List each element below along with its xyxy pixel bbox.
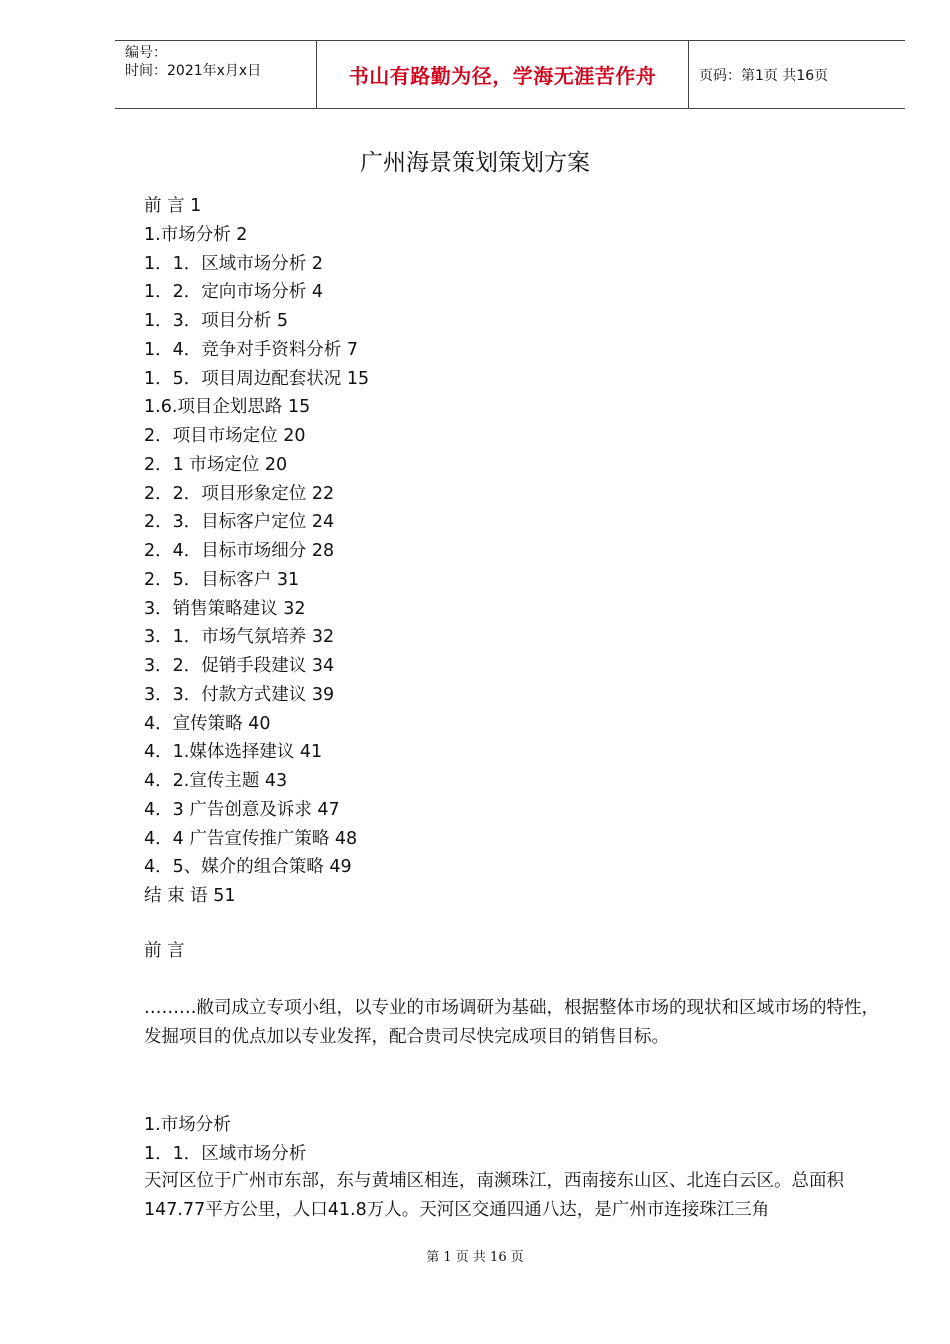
preface-heading: 前 言 xyxy=(144,941,185,961)
toc-entry: 3．3．付款方式建议 39 xyxy=(144,684,335,705)
toc-entry: 1.6.项目企划思路 15 xyxy=(144,397,311,418)
toc-entry: 前 言 1 xyxy=(144,196,202,216)
toc-entry: 2．4．目标市场细分 28 xyxy=(144,541,335,561)
subsection-heading: 1．1．区域市场分析 xyxy=(144,1144,307,1164)
toc-entry: 2．2．项目形象定位 22 xyxy=(144,483,335,504)
header-meta xyxy=(115,41,316,108)
toc-entry: 3．1．市场气氛培养 32 xyxy=(144,627,335,648)
section-paragraph: 天河区位于广州市东部，东与黄埔区相连，南濒珠江，西南接东山区、北连白云区。总面积147.77平方公里，人口41.8万人。天河区交通四通八达，是广州市连接珠江三角 xyxy=(144,1171,844,1220)
toc-entry: 4．宣传策略 40 xyxy=(144,713,271,734)
section-heading: 1.市场分析 xyxy=(144,1115,231,1135)
page-footer: 第 1 页 共 16 页 xyxy=(426,1250,524,1265)
header-motto: 书山有路勤为径，学海无涯苦作舟 xyxy=(316,41,689,108)
toc-entry: 4．5、媒介的组合策略 49 xyxy=(144,857,352,878)
table-of-contents xyxy=(144,192,369,911)
toc-entry: 4．3 广告创意及诉求 47 xyxy=(144,799,340,820)
document-time-label: 时间：2021年x月x日 xyxy=(125,63,262,79)
header-page-info: 页码：第1页 共16页 xyxy=(699,67,829,84)
document-title: 广州海景策划策划方案 xyxy=(360,150,590,176)
toc-entry: 1.市场分析 2 xyxy=(144,224,248,245)
toc-entry: 1．5．项目周边配套状况 15 xyxy=(144,368,370,389)
toc-entry: 4．1.媒体选择建议 41 xyxy=(144,742,323,763)
toc-entry: 3．2．促销手段建议 34 xyxy=(144,656,335,676)
toc-entry: 2．项目市场定位 20 xyxy=(144,426,306,446)
toc-entry: 1．2．定向市场分析 4 xyxy=(144,282,323,303)
toc-entry: 4．2.宣传主题 43 xyxy=(144,771,288,791)
toc-entry: 1．3．项目分析 5 xyxy=(144,311,288,331)
page-header xyxy=(115,40,905,109)
toc-entry: 3．销售策略建议 32 xyxy=(144,598,306,619)
toc-entry: 4．4 广告宣传推广策略 48 xyxy=(144,828,358,849)
toc-entry: 2．1 市场定位 20 xyxy=(144,454,288,475)
document-number-label: 编号： xyxy=(125,45,167,61)
toc-entry: 1．1．区域市场分析 2 xyxy=(144,253,323,274)
preface-paragraph: ………敝司成立专项小组，以专业的市场调研为基础，根据整体市场的现状和区域市场的特性，发掘项目的优点加以专业发挥，配合贵司尽快完成项目的销售目标。 xyxy=(144,998,879,1047)
toc-entry: 2．3．目标客户定位 24 xyxy=(144,512,335,533)
toc-entry: 1．4．竞争对手资料分析 7 xyxy=(144,339,358,360)
toc-entry: 结 束 语 51 xyxy=(144,886,236,906)
toc-entry: 2．5．目标客户 31 xyxy=(144,569,300,590)
